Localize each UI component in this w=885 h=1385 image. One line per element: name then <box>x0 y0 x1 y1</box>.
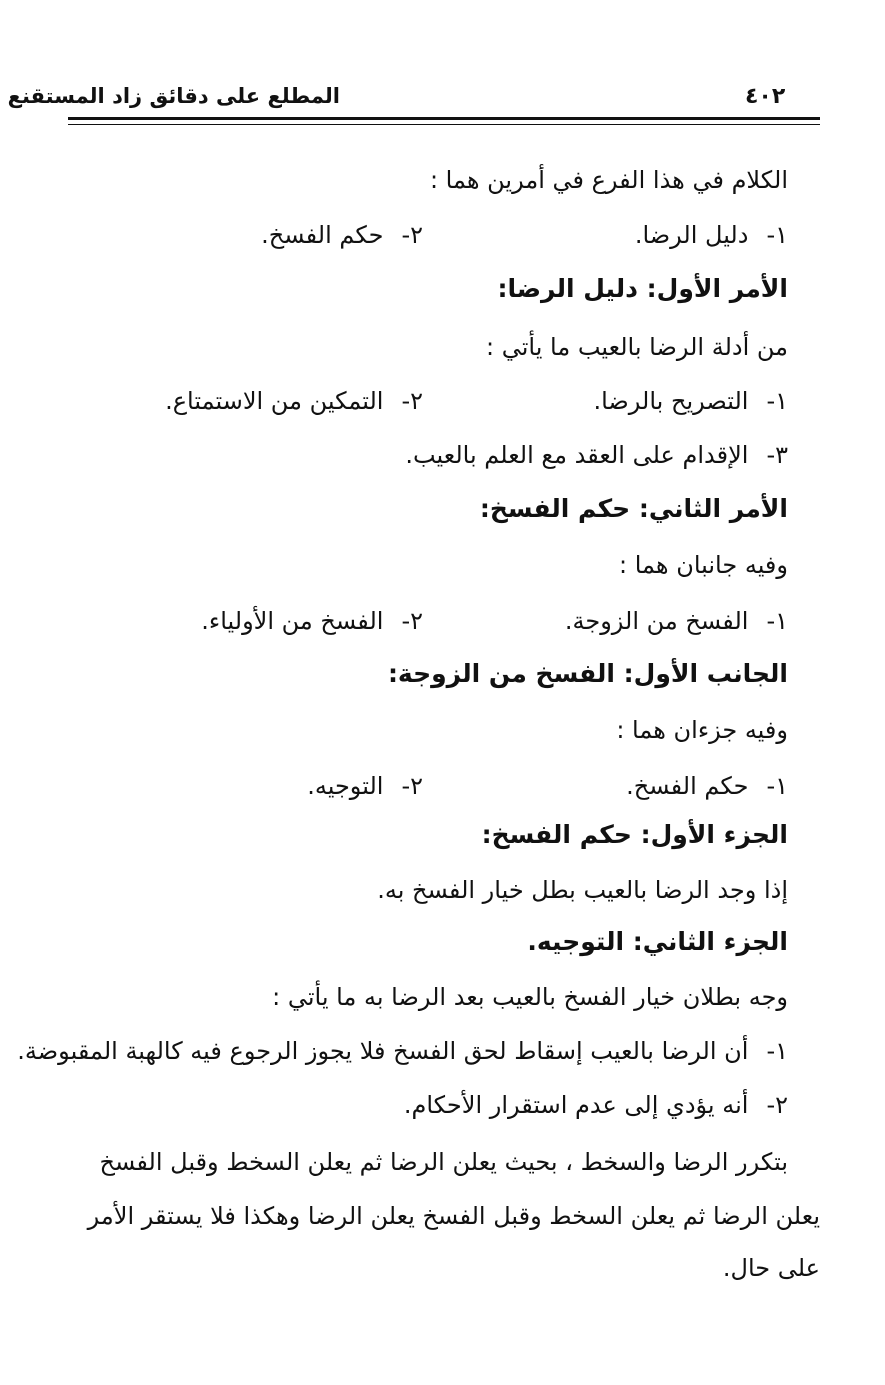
list-number: ١- <box>766 607 788 635</box>
text-line: الكلام في هذا الفرع في أمرين هما : <box>429 166 788 194</box>
section-heading: الجزء الأول: حكم الفسخ: <box>481 820 788 849</box>
list-text: أنه يؤدي إلى عدم استقرار الأحكام. <box>403 1091 749 1119</box>
list-text: الإقدام على العقد مع العلم بالعيب. <box>405 441 749 469</box>
list-number: ٢- <box>401 607 423 635</box>
text-line: من أدلة الرضا بالعيب ما يأتي : <box>486 333 788 361</box>
text-line: إذا وجد الرضا بالعيب بطل خيار الفسخ به. <box>377 876 788 904</box>
list-number: ١- <box>766 772 788 800</box>
paragraph-line: بتكرر الرضا والسخط ، بحيث يعلن الرضا ثم يعلن السخط وقبل الفسخ <box>99 1148 788 1176</box>
list-number: ٢- <box>401 221 423 249</box>
list-item <box>565 604 788 638</box>
list-number: ٢- <box>401 387 423 415</box>
section-heading: الجزء الثاني: التوجيه. <box>527 927 788 956</box>
list-text: التوجيه. <box>307 772 384 800</box>
list-number: ٢- <box>766 1091 788 1119</box>
list-text: الفسخ من الزوجة. <box>564 607 749 635</box>
paragraph-line: يعلن الرضا ثم يعلن السخط وقبل الفسخ يعلن الرضا وهكذا فلا يستقر الأمر <box>87 1202 820 1230</box>
list-item <box>635 218 788 252</box>
text-line: وفيه جانبان هما : <box>619 551 788 579</box>
list-text: دليل الرضا. <box>634 221 749 249</box>
header-rule-thick <box>68 117 820 120</box>
list-item <box>17 1034 788 1068</box>
list-item <box>307 769 423 803</box>
list-text: التصريح بالرضا. <box>593 387 749 415</box>
list-item <box>165 384 423 418</box>
list-text: أن الرضا بالعيب إسقاط لحق الفسخ فلا يجوز الرجوع فيه كالهبة المقبوضة. <box>17 1037 749 1065</box>
list-number: ١- <box>766 221 788 249</box>
list-number: ١- <box>766 1037 788 1065</box>
section-heading: الأمر الثاني: حكم الفسخ: <box>479 494 788 523</box>
list-item <box>201 604 423 638</box>
list-text: التمكين من الاستمتاع. <box>165 387 384 415</box>
text-line: وفيه جزءان هما : <box>616 716 788 744</box>
page-number: ٤٠٢ <box>745 84 786 109</box>
list-text: الفسخ من الأولياء. <box>201 607 384 635</box>
list-item <box>626 769 788 803</box>
list-item <box>261 218 423 252</box>
text-line: وجه بطلان خيار الفسخ بالعيب بعد الرضا به ما يأتي : <box>272 983 788 1011</box>
list-number: ١- <box>766 387 788 415</box>
paragraph-line: على حال. <box>722 1254 820 1282</box>
list-item <box>593 384 788 418</box>
list-item <box>405 438 788 472</box>
list-number: ٢- <box>401 772 423 800</box>
list-text: حكم الفسخ. <box>261 221 384 249</box>
list-item <box>404 1088 788 1122</box>
header-rule-thin <box>68 124 820 125</box>
section-heading: الجانب الأول: الفسخ من الزوجة: <box>387 659 788 688</box>
list-text: حكم الفسخ. <box>626 772 749 800</box>
list-number: ٣- <box>766 441 788 469</box>
running-header-title: المطلع على دقائق زاد المستقنع <box>7 84 340 108</box>
section-heading: الأمر الأول: دليل الرضا: <box>497 274 788 303</box>
